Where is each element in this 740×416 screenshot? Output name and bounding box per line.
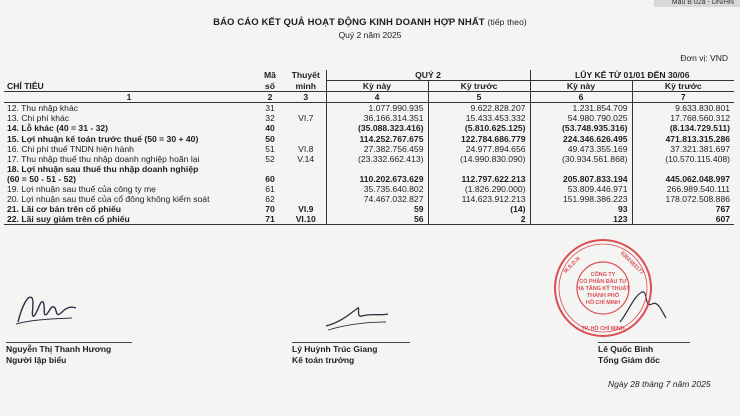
cell-code: 50 — [265, 133, 275, 144]
cell-y-prev: 17.768.560.312 — [632, 113, 734, 123]
chief-accountant-role: Kế toán trưởng — [292, 355, 355, 365]
header-note-1: Thuyết — [291, 70, 320, 81]
report-period: Quý 2 năm 2025 — [338, 30, 402, 40]
general-director-block — [598, 342, 690, 366]
table-row — [4, 174, 734, 184]
cell-code: 32 — [265, 113, 275, 124]
cell-q-this: 35.735.640.802 — [326, 184, 428, 194]
header-code-2: số — [264, 80, 276, 91]
cell-q-this: (35.088.323.416) — [326, 123, 428, 133]
header-q-this: Kỳ này — [326, 81, 428, 92]
cell-q-this — [326, 164, 428, 174]
cell-label: 17. Thu nhập thuế thu nhập doanh nghiệp hoãn lại — [7, 153, 200, 164]
cell-y-prev: 767 — [632, 204, 734, 214]
header-y-prev: Kỳ trước — [632, 81, 734, 92]
cell-q-prev: (1.826.290.000) — [428, 184, 530, 194]
table-row — [4, 123, 734, 133]
cell-q-prev: (5.810.625.125) — [428, 123, 530, 133]
cell-y-prev: 445.062.048.997 — [632, 174, 734, 184]
cell-q-prev: 2 — [428, 214, 530, 225]
preparer-role: Người lập biểu — [6, 355, 67, 365]
table-body — [4, 103, 734, 225]
cell-q-prev: 24.977.894.656 — [428, 144, 530, 154]
svg-text:TP. HỒ CHÍ MINH: TP. HỒ CHÍ MINH — [581, 326, 625, 332]
cell-y-this: 49.473.355.169 — [530, 144, 632, 154]
table-row — [4, 214, 734, 225]
cell-y-this: (30.934.561.868) — [530, 154, 632, 164]
cell-note — [286, 123, 326, 133]
signature-chief-accountant — [322, 300, 392, 334]
cell-y-prev: (8.134.729.511) — [632, 123, 734, 133]
cell-label: 20. Lợi nhuận sau thuế của cổ đông không kiểm soát — [7, 194, 210, 205]
cell-label: 19. Lợi nhuận sau thuế của công ty mẹ — [7, 184, 156, 195]
header-y-this: Kỳ này — [530, 81, 632, 92]
cell-note: VI.9 — [298, 204, 314, 215]
cell-q-this: 1.077.990.935 — [326, 103, 428, 114]
cell-label: 13. Chi phí khác — [7, 113, 70, 124]
column-index: 4 — [326, 92, 428, 103]
cell-y-prev: 471.813.315.286 — [632, 134, 734, 144]
currency-unit: Đơn vị: VND — [680, 53, 728, 63]
cell-code: 40 — [265, 123, 275, 134]
column-index: 5 — [428, 92, 530, 103]
cell-q-prev: (14) — [428, 204, 530, 214]
cell-y-this: 53.809.446.971 — [530, 184, 632, 194]
column-index: 1 — [4, 92, 254, 103]
table-row — [4, 134, 734, 144]
header-ytd: LŨY KẾ TỪ 01/01 ĐẾN 30/06 — [530, 70, 734, 81]
cell-q-this: 110.202.673.629 — [326, 174, 428, 184]
report-title-main: BÁO CÁO KẾT QUẢ HOẠT ĐỘNG KINH DOANH HỢP NHẤT — [213, 17, 485, 28]
form-code: Mẫu B 02a - DN/HN — [654, 0, 740, 7]
table-row — [4, 113, 734, 123]
cell-y-prev: 266.989.540.111 — [632, 184, 734, 194]
cell-q-prev: 114.623.912.213 — [428, 194, 530, 204]
column-index: 6 — [530, 92, 632, 103]
cell-y-this: 151.998.386.223 — [530, 194, 632, 204]
cell-label: 14. Lỗ khác (40 = 31 - 32) — [7, 123, 109, 134]
cell-y-this: 205.807.833.194 — [530, 174, 632, 184]
cell-q-this: 114.252.767.675 — [326, 134, 428, 144]
cell-q-this: 56 — [326, 214, 428, 225]
header-item: CHỈ TIÊU — [7, 80, 44, 91]
svg-text:HỒ CHÍ MINH: HỒ CHÍ MINH — [585, 300, 621, 306]
cell-q-this: 74.467.032.827 — [326, 194, 428, 204]
header-row-2 — [4, 81, 734, 92]
table-row — [4, 144, 734, 154]
income-statement-table — [4, 70, 734, 225]
table-row — [4, 194, 734, 204]
svg-text:M.S.D.N: M.S.D.N — [562, 255, 582, 275]
company-stamp — [551, 236, 655, 340]
cell-code: 71 — [254, 214, 286, 225]
cell-label: 18. Lợi nhuận sau thuế thu nhập doanh nghiệp — [7, 163, 199, 174]
cell-code: 52 — [265, 153, 275, 164]
svg-text:CÔNG TY: CÔNG TY — [590, 272, 616, 278]
table-row — [4, 164, 734, 174]
cell-code: 51 — [265, 143, 275, 154]
cell-q-prev: 112.797.622.213 — [428, 174, 530, 184]
cell-code: 60 — [265, 173, 275, 184]
cell-label: 12. Thu nhập khác — [7, 103, 79, 114]
cell-code: 62 — [265, 194, 275, 205]
cell-code — [254, 164, 286, 174]
svg-text:THÀNH PHỐ: THÀNH PHỐ — [586, 293, 620, 299]
cell-label: 15. Lợi nhuận kế toán trước thuế (50 = 30 + 40) — [7, 133, 199, 144]
column-index: 2 — [254, 92, 286, 103]
cell-q-prev — [428, 164, 530, 174]
cell-note — [286, 174, 326, 184]
report-title-suffix: (tiếp theo) — [487, 17, 527, 27]
cell-q-this: 27.382.756.459 — [326, 144, 428, 154]
cell-note: V.14 — [297, 153, 315, 164]
signing-date: Ngày 28 tháng 7 năm 2025 — [608, 379, 711, 389]
svg-text:CỔ PHẦN ĐẦU TƯ: CỔ PHẦN ĐẦU TƯ — [579, 279, 627, 285]
report-title — [0, 17, 740, 28]
cell-y-this: 224.346.626.495 — [530, 134, 632, 144]
cell-code: 70 — [265, 204, 275, 215]
cell-y-this: 123 — [530, 214, 632, 225]
cell-y-prev: 9.633.830.801 — [632, 103, 734, 114]
svg-text:HẠ TẦNG KỸ THUẬT: HẠ TẦNG KỸ THUẬT — [576, 286, 630, 292]
cell-q-prev: 9.622.828.207 — [428, 103, 530, 114]
cell-y-prev: (10.570.115.408) — [632, 154, 734, 164]
cell-q-this: (23.332.662.413) — [326, 154, 428, 164]
cell-y-this: (53.748.935.316) — [530, 123, 632, 133]
table-row — [4, 103, 734, 114]
preparer-name: Nguyễn Thị Thanh Hương — [6, 342, 132, 355]
cell-y-this: 54.980.790.025 — [530, 113, 632, 123]
header-note-2: minh — [295, 80, 317, 91]
table-row — [4, 184, 734, 194]
cell-y-prev: 37.321.381.697 — [632, 144, 734, 154]
cell-note — [286, 103, 326, 114]
header-code-1: Mã — [264, 70, 276, 81]
cell-y-prev — [632, 164, 734, 174]
cell-y-this: 1.231.854.709 — [530, 103, 632, 114]
table-row — [4, 204, 734, 214]
cell-y-prev: 607 — [632, 214, 734, 225]
cell-q-prev: 122.784.686.779 — [428, 134, 530, 144]
cell-q-prev: (14.990.830.090) — [428, 154, 530, 164]
cell-note — [286, 134, 326, 144]
chief-accountant-block — [292, 342, 410, 366]
cell-note — [286, 184, 326, 194]
cell-y-this: 93 — [530, 204, 632, 214]
cell-label: 16. Chi phí thuế TNDN hiện hành — [7, 143, 134, 154]
cell-label: (60 = 50 - 51 - 52) — [7, 173, 77, 184]
cell-label: 21. Lãi cơ bản trên cổ phiếu — [7, 204, 122, 215]
signature-preparer — [12, 288, 82, 330]
cell-code: 61 — [265, 184, 275, 195]
cell-y-prev: 178.072.508.886 — [632, 194, 734, 204]
column-index: 7 — [632, 92, 734, 103]
table-row — [4, 154, 734, 164]
svg-text:0302483177: 0302483177 — [618, 250, 645, 277]
column-index-row — [4, 92, 734, 103]
header-row-1 — [4, 70, 734, 81]
general-director-name: Lê Quốc Bình — [598, 342, 690, 355]
cell-note: VI.7 — [298, 113, 314, 124]
column-index: 3 — [286, 92, 326, 103]
cell-code: 31 — [265, 103, 275, 114]
cell-note: VI.10 — [286, 214, 326, 225]
preparer-block — [6, 342, 132, 366]
cell-note — [286, 194, 326, 204]
cell-q-this: 59 — [326, 204, 428, 214]
cell-q-prev: 15.433.453.332 — [428, 113, 530, 123]
cell-q-this: 36.166.314.351 — [326, 113, 428, 123]
chief-accountant-name: Lý Huỳnh Trúc Giang — [292, 342, 410, 355]
cell-note: VI.8 — [298, 143, 314, 154]
header-quarter: QUÝ 2 — [326, 70, 530, 81]
general-director-role: Tổng Giám đốc — [598, 355, 660, 365]
cell-label: 22. Lãi suy giảm trên cổ phiếu — [4, 214, 254, 225]
cell-note — [286, 164, 326, 174]
cell-y-this — [530, 164, 632, 174]
header-q-prev: Kỳ trước — [428, 81, 530, 92]
